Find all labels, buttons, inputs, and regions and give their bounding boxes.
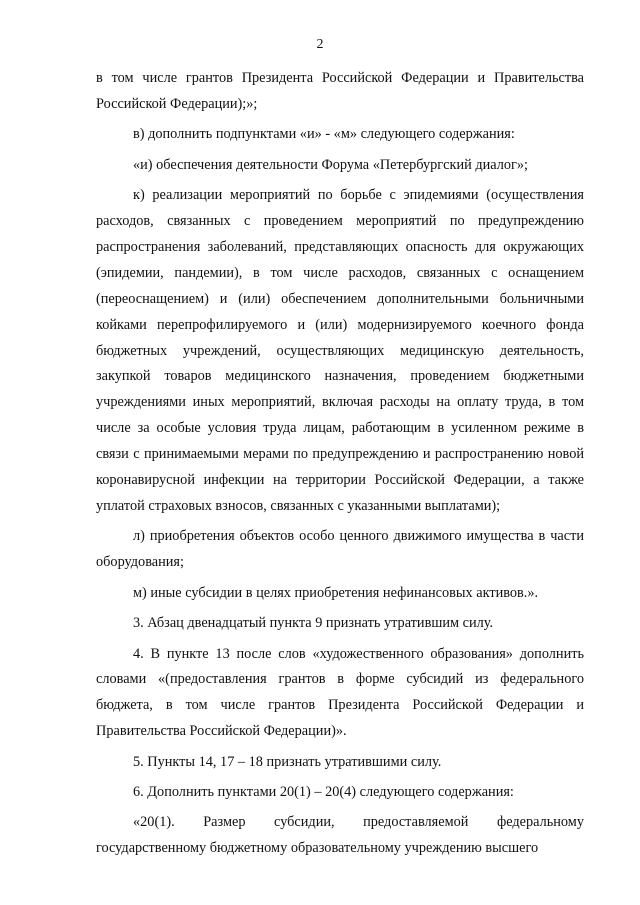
paragraph-item-3: 3. Абзац двенадцатый пункта 9 признать утратившим силу.: [133, 615, 494, 632]
paragraph-item-6: 6. Дополнить пунктами 20(1) – 20(4) следующего содержания:: [133, 784, 514, 801]
paragraph-item-5: 5. Пункты 14, 17 – 18 признать утратившими силу.: [133, 753, 442, 770]
paragraph-subitem-k: к) реализации мероприятий по борьбе с эпидемиями (осуществления расходов, связанных с проведением мероприятий по предупреждению распространения заболеваний, представляющих опасность для окружающих (эпидемии, пандемии), в том числе расходов, связанных с оснащением (переоснащением) и (или) обеспечением дополнительными больничными койками перепрофилируемого и (или) модернизируемого коечного фонда бюджетных учреждений, осуществляющих медицинскую деятельность, закупкой товаров медицинского назначения, проведением бюджетными учреждениями иных мероприятий, включая расходы на оплату труда, в том числе за особые условия труда лицам, работающим в усиленном режиме в связи с принимаемыми мерами по предупреждению и распространению новой коронавирусной инфекции на территории Российской Федерации, а также уплатой страховых взносов, связанных с указанными выплатами);: [96, 187, 584, 514]
document-body: [96, 66, 584, 862]
paragraph-subitem-l: л) приобретения объектов особо ценного движимого имущества в части оборудования;: [96, 528, 584, 571]
paragraph-item-20-1: «20(1). Размер субсидии, предоставляемой федеральному государственному бюджетному образовательному учреждению высшего: [96, 814, 584, 857]
paragraph-subitem-i: «и) обеспечения деятельности Форума «Петербургский диалог»;: [133, 156, 528, 173]
paragraph-item-4: 4. В пункте 13 после слов «художественного образования» дополнить словами «(предоставления грантов в форме субсидий из федерального бюджета, в том числе грантов Президента Российской Федерации и Правительства Российской Федерации)».: [96, 645, 584, 740]
paragraph-continuation: в том числе грантов Президента Российской Федерации и Правительства Российской Федерации);»;: [96, 70, 584, 112]
paragraph-subitem-m: м) иные субсидии в целях приобретения нефинансовых активов.».: [133, 584, 539, 601]
paragraph-subitem-v: в) дополнить подпунктами «и» - «м» следующего содержания:: [133, 126, 515, 143]
page-number: 2: [316, 37, 324, 52]
